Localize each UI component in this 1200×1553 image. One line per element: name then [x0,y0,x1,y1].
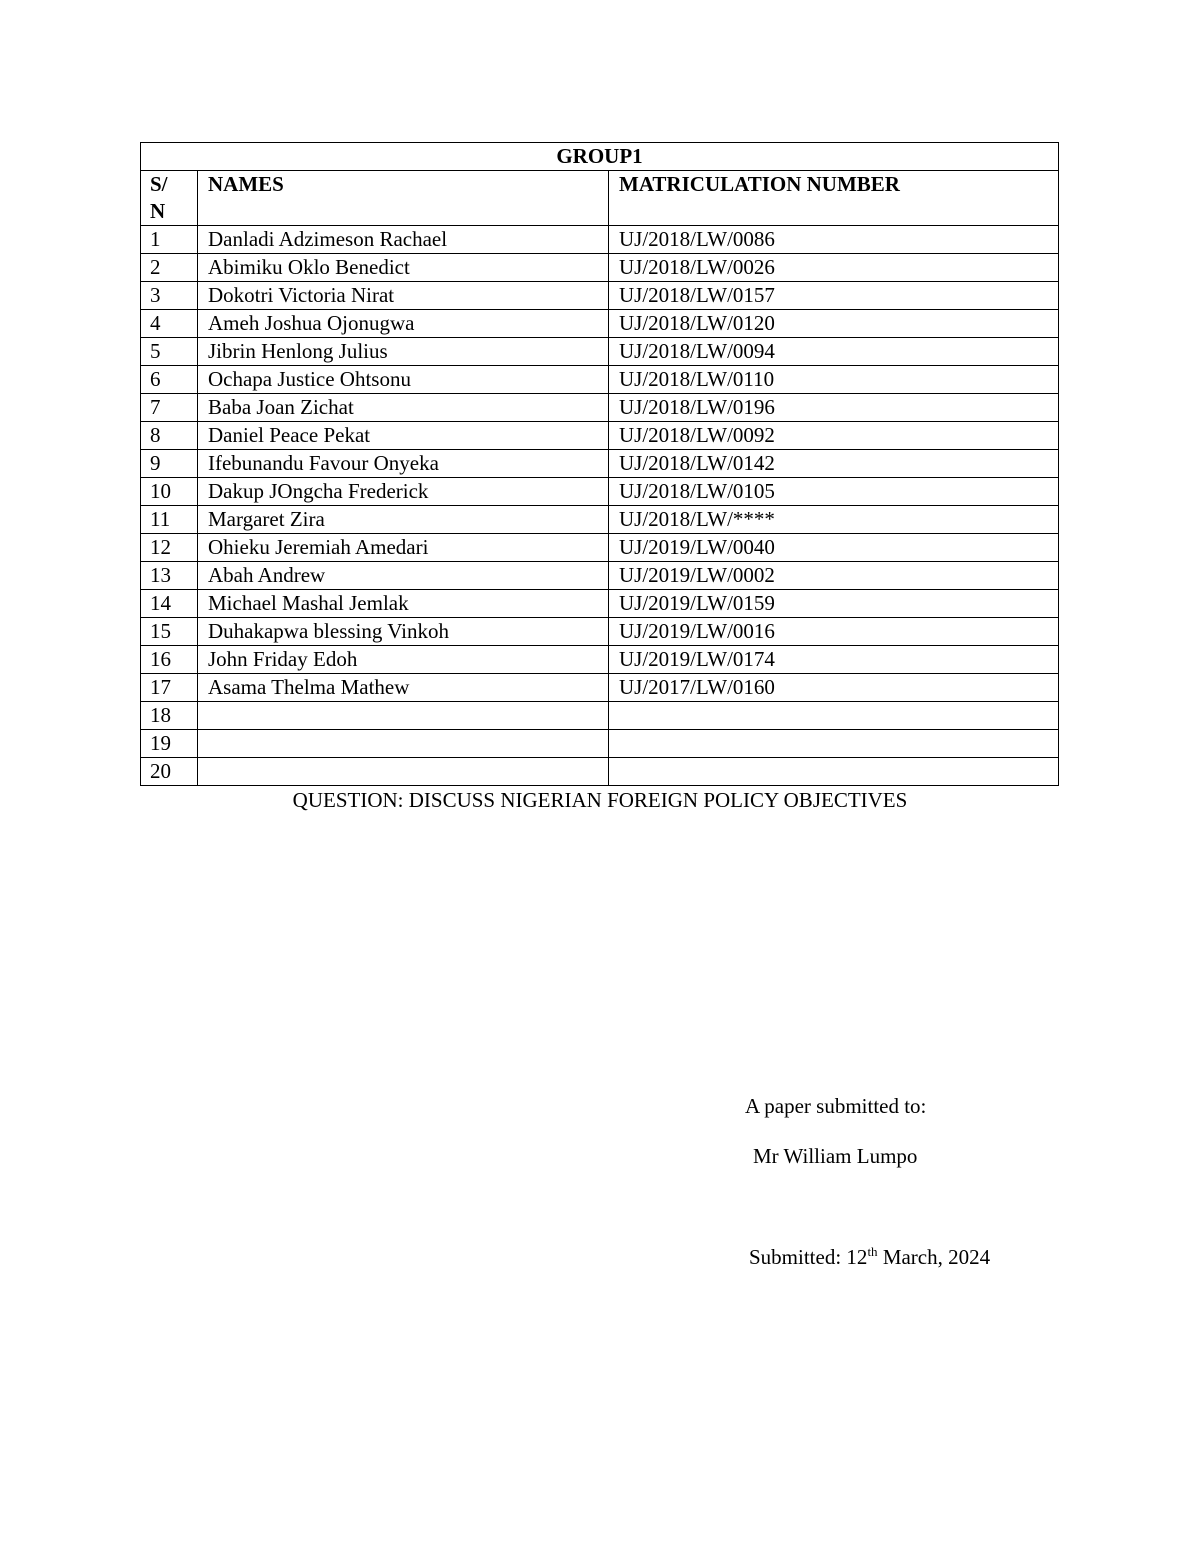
row-serial-number: 5 [141,338,198,366]
submitted-to-label: A paper submitted to: [745,1094,927,1118]
row-serial-number: 20 [141,758,198,786]
header-serial-number: S/ N [141,171,198,226]
row-name: Jibrin Henlong Julius [198,338,609,366]
row-serial-number: 9 [141,450,198,478]
table-row [141,702,1059,730]
row-serial-number: 8 [141,422,198,450]
row-matriculation-number [609,702,1059,730]
row-serial-number: 13 [141,562,198,590]
row-name: Dokotri Victoria Nirat [198,282,609,310]
row-matriculation-number: UJ/2018/LW/0157 [609,282,1059,310]
table-row [141,562,1059,590]
row-matriculation-number: UJ/2018/LW/0086 [609,226,1059,254]
row-name: Danladi Adzimeson Rachael [198,226,609,254]
table-row [141,366,1059,394]
row-name: Abah Andrew [198,562,609,590]
submission-date-prefix: Submitted: 12 [749,1245,868,1269]
row-matriculation-number: UJ/2017/LW/0160 [609,674,1059,702]
row-name: Ochapa Justice Ohtsonu [198,366,609,394]
row-name: Ameh Joshua Ojonugwa [198,310,609,338]
header-matriculation-number: MATRICULATION NUMBER [609,171,1059,226]
row-matriculation-number [609,758,1059,786]
row-matriculation-number: UJ/2018/LW/0094 [609,338,1059,366]
table-row [141,534,1059,562]
row-serial-number: 11 [141,506,198,534]
row-matriculation-number: UJ/2018/LW/0142 [609,450,1059,478]
row-matriculation-number: UJ/2018/LW/0092 [609,422,1059,450]
row-serial-number: 6 [141,366,198,394]
table-row [141,450,1059,478]
table-body [141,226,1059,786]
row-serial-number: 15 [141,618,198,646]
row-matriculation-number: UJ/2019/LW/0040 [609,534,1059,562]
row-serial-number: 12 [141,534,198,562]
row-name [198,702,609,730]
table-row [141,254,1059,282]
table-row [141,618,1059,646]
row-serial-number: 16 [141,646,198,674]
row-name: Abimiku Oklo Benedict [198,254,609,282]
row-matriculation-number: UJ/2018/LW/**** [609,506,1059,534]
row-name: Margaret Zira [198,506,609,534]
row-serial-number: 14 [141,590,198,618]
row-matriculation-number: UJ/2019/LW/0159 [609,590,1059,618]
row-name: Baba Joan Zichat [198,394,609,422]
table-row [141,506,1059,534]
row-serial-number: 1 [141,226,198,254]
lecturer-name: Mr William Lumpo [753,1144,918,1168]
row-serial-number: 10 [141,478,198,506]
row-matriculation-number: UJ/2018/LW/0120 [609,310,1059,338]
row-serial-number: 2 [141,254,198,282]
row-name: John Friday Edoh [198,646,609,674]
row-matriculation-number [609,730,1059,758]
row-name: Duhakapwa blessing Vinkoh [198,618,609,646]
table-row [141,478,1059,506]
table-row [141,646,1059,674]
submission-date [749,1243,990,1271]
submission-date-rest: March, 2024 [877,1245,991,1269]
table-row [141,674,1059,702]
row-matriculation-number: UJ/2018/LW/0026 [609,254,1059,282]
table-title: GROUP1 [141,143,1059,171]
row-matriculation-number: UJ/2019/LW/0016 [609,618,1059,646]
row-serial-number: 17 [141,674,198,702]
table-row [141,282,1059,310]
table-row [141,338,1059,366]
row-name: Daniel Peace Pekat [198,422,609,450]
row-matriculation-number: UJ/2019/LW/0002 [609,562,1059,590]
row-serial-number: 3 [141,282,198,310]
row-serial-number: 7 [141,394,198,422]
row-matriculation-number: UJ/2018/LW/0196 [609,394,1059,422]
row-name: Asama Thelma Mathew [198,674,609,702]
table-header-row [141,171,1059,226]
row-name: Ifebunandu Favour Onyeka [198,450,609,478]
row-name [198,730,609,758]
table-row [141,590,1059,618]
row-matriculation-number: UJ/2019/LW/0174 [609,646,1059,674]
row-serial-number: 18 [141,702,198,730]
table-row [141,394,1059,422]
row-serial-number: 19 [141,730,198,758]
row-serial-number: 4 [141,310,198,338]
table-row [141,310,1059,338]
table-row [141,422,1059,450]
table-row [141,758,1059,786]
table-row [141,226,1059,254]
group-table [140,142,1059,786]
row-name: Ohieku Jeremiah Amedari [198,534,609,562]
header-names: NAMES [198,171,609,226]
row-name [198,758,609,786]
row-name: Michael Mashal Jemlak [198,590,609,618]
table-title-row [141,143,1059,171]
question-text: QUESTION: DISCUSS NIGERIAN FOREIGN POLICY OBJECTIVES [292,788,908,812]
row-name: Dakup JOngcha Frederick [198,478,609,506]
row-matriculation-number: UJ/2018/LW/0110 [609,366,1059,394]
row-matriculation-number: UJ/2018/LW/0105 [609,478,1059,506]
table-row [141,730,1059,758]
submission-date-ordinal: th [867,1244,878,1259]
